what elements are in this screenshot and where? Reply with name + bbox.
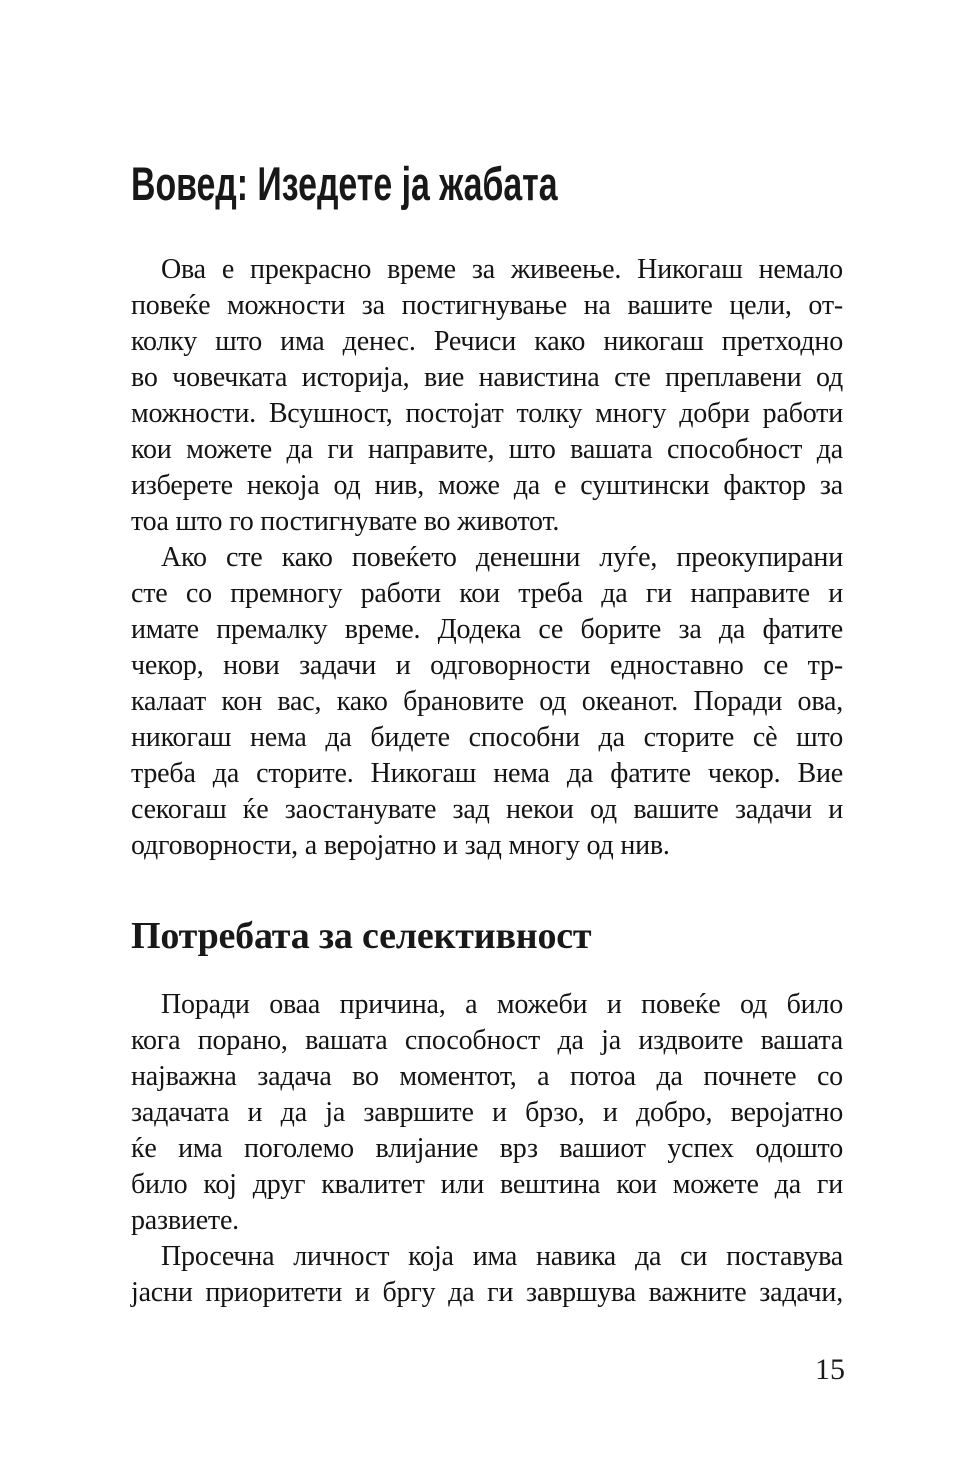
text-line: тоа што го постигнувате во животот. bbox=[131, 506, 560, 537]
text-line: во човечката историја, вие навистина сте преплавени од bbox=[131, 362, 843, 393]
paragraph bbox=[131, 987, 843, 1239]
chapter-title: Вовед: Изедете ја жабата bbox=[131, 157, 558, 210]
text-line: јасни приоритети и бргу да ги завршува важните задачи, bbox=[131, 1277, 843, 1308]
text-line: Просечна личност која има навика да си поставува bbox=[161, 1241, 843, 1272]
text-line: никогаш нема да бидете способни да сторите сѐ што bbox=[131, 722, 843, 753]
text-line: одговорности, а веројатно и зад многу од нив. bbox=[131, 830, 670, 861]
text-line: Ова е прекрасно време за живеење. Никогаш немало bbox=[161, 254, 843, 285]
text-line: калаат кон вас, како брановите од океанот. Поради ова, bbox=[131, 686, 843, 717]
text-line: чекор, нови задачи и одговорности едноставно се тр- bbox=[131, 650, 843, 681]
section-heading: Потребата за селективност bbox=[131, 915, 592, 957]
text-line: развиете. bbox=[131, 1205, 239, 1236]
paragraph bbox=[131, 540, 843, 864]
text-line: кои можете да ги направите, што вашата способност да bbox=[131, 434, 843, 465]
paragraph bbox=[131, 1239, 843, 1311]
text-line: секогаш ќе заостанувате зад некои од вашите задачи и bbox=[131, 794, 843, 825]
text-line: Поради оваа причина, а можеби и повеќе од било bbox=[161, 989, 843, 1020]
text-line: кога порано, вашата способност да ја издвоите вашата bbox=[131, 1025, 843, 1056]
text-line: повеќе можности за постигнување на вашите цели, от- bbox=[131, 290, 843, 321]
text-line: Ако сте како повеќето денешни луѓе, преокупирани bbox=[161, 542, 843, 573]
text-line: ќе има поголемо влијание врз вашиот успех одошто bbox=[131, 1133, 843, 1164]
text-line: најважна задача во моментот, а потоа да почнете со bbox=[131, 1061, 843, 1092]
page-number: 15 bbox=[815, 1353, 845, 1386]
text-line: било кој друг квалитет или вештина кои можете да ги bbox=[131, 1169, 843, 1200]
text-line: изберете некоја од нив, може да е суштински фактор за bbox=[131, 470, 843, 501]
paragraph bbox=[131, 252, 843, 540]
text-line: треба да сторите. Никогаш нема да фатите чекор. Вие bbox=[131, 758, 843, 789]
text-line: задачата и да ја завршите и брзо, и добро, веројатно bbox=[131, 1097, 843, 1128]
text-line: колку што има денес. Речиси како никогаш претходно bbox=[131, 326, 843, 357]
text-line: имате премалку време. Додека се борите за да фатите bbox=[131, 614, 843, 645]
text-line: сте со премногу работи кои треба да ги направите и bbox=[131, 578, 843, 609]
page-body bbox=[131, 252, 843, 1311]
text-line: можности. Всушност, постојат толку многу добри работи bbox=[131, 398, 843, 429]
